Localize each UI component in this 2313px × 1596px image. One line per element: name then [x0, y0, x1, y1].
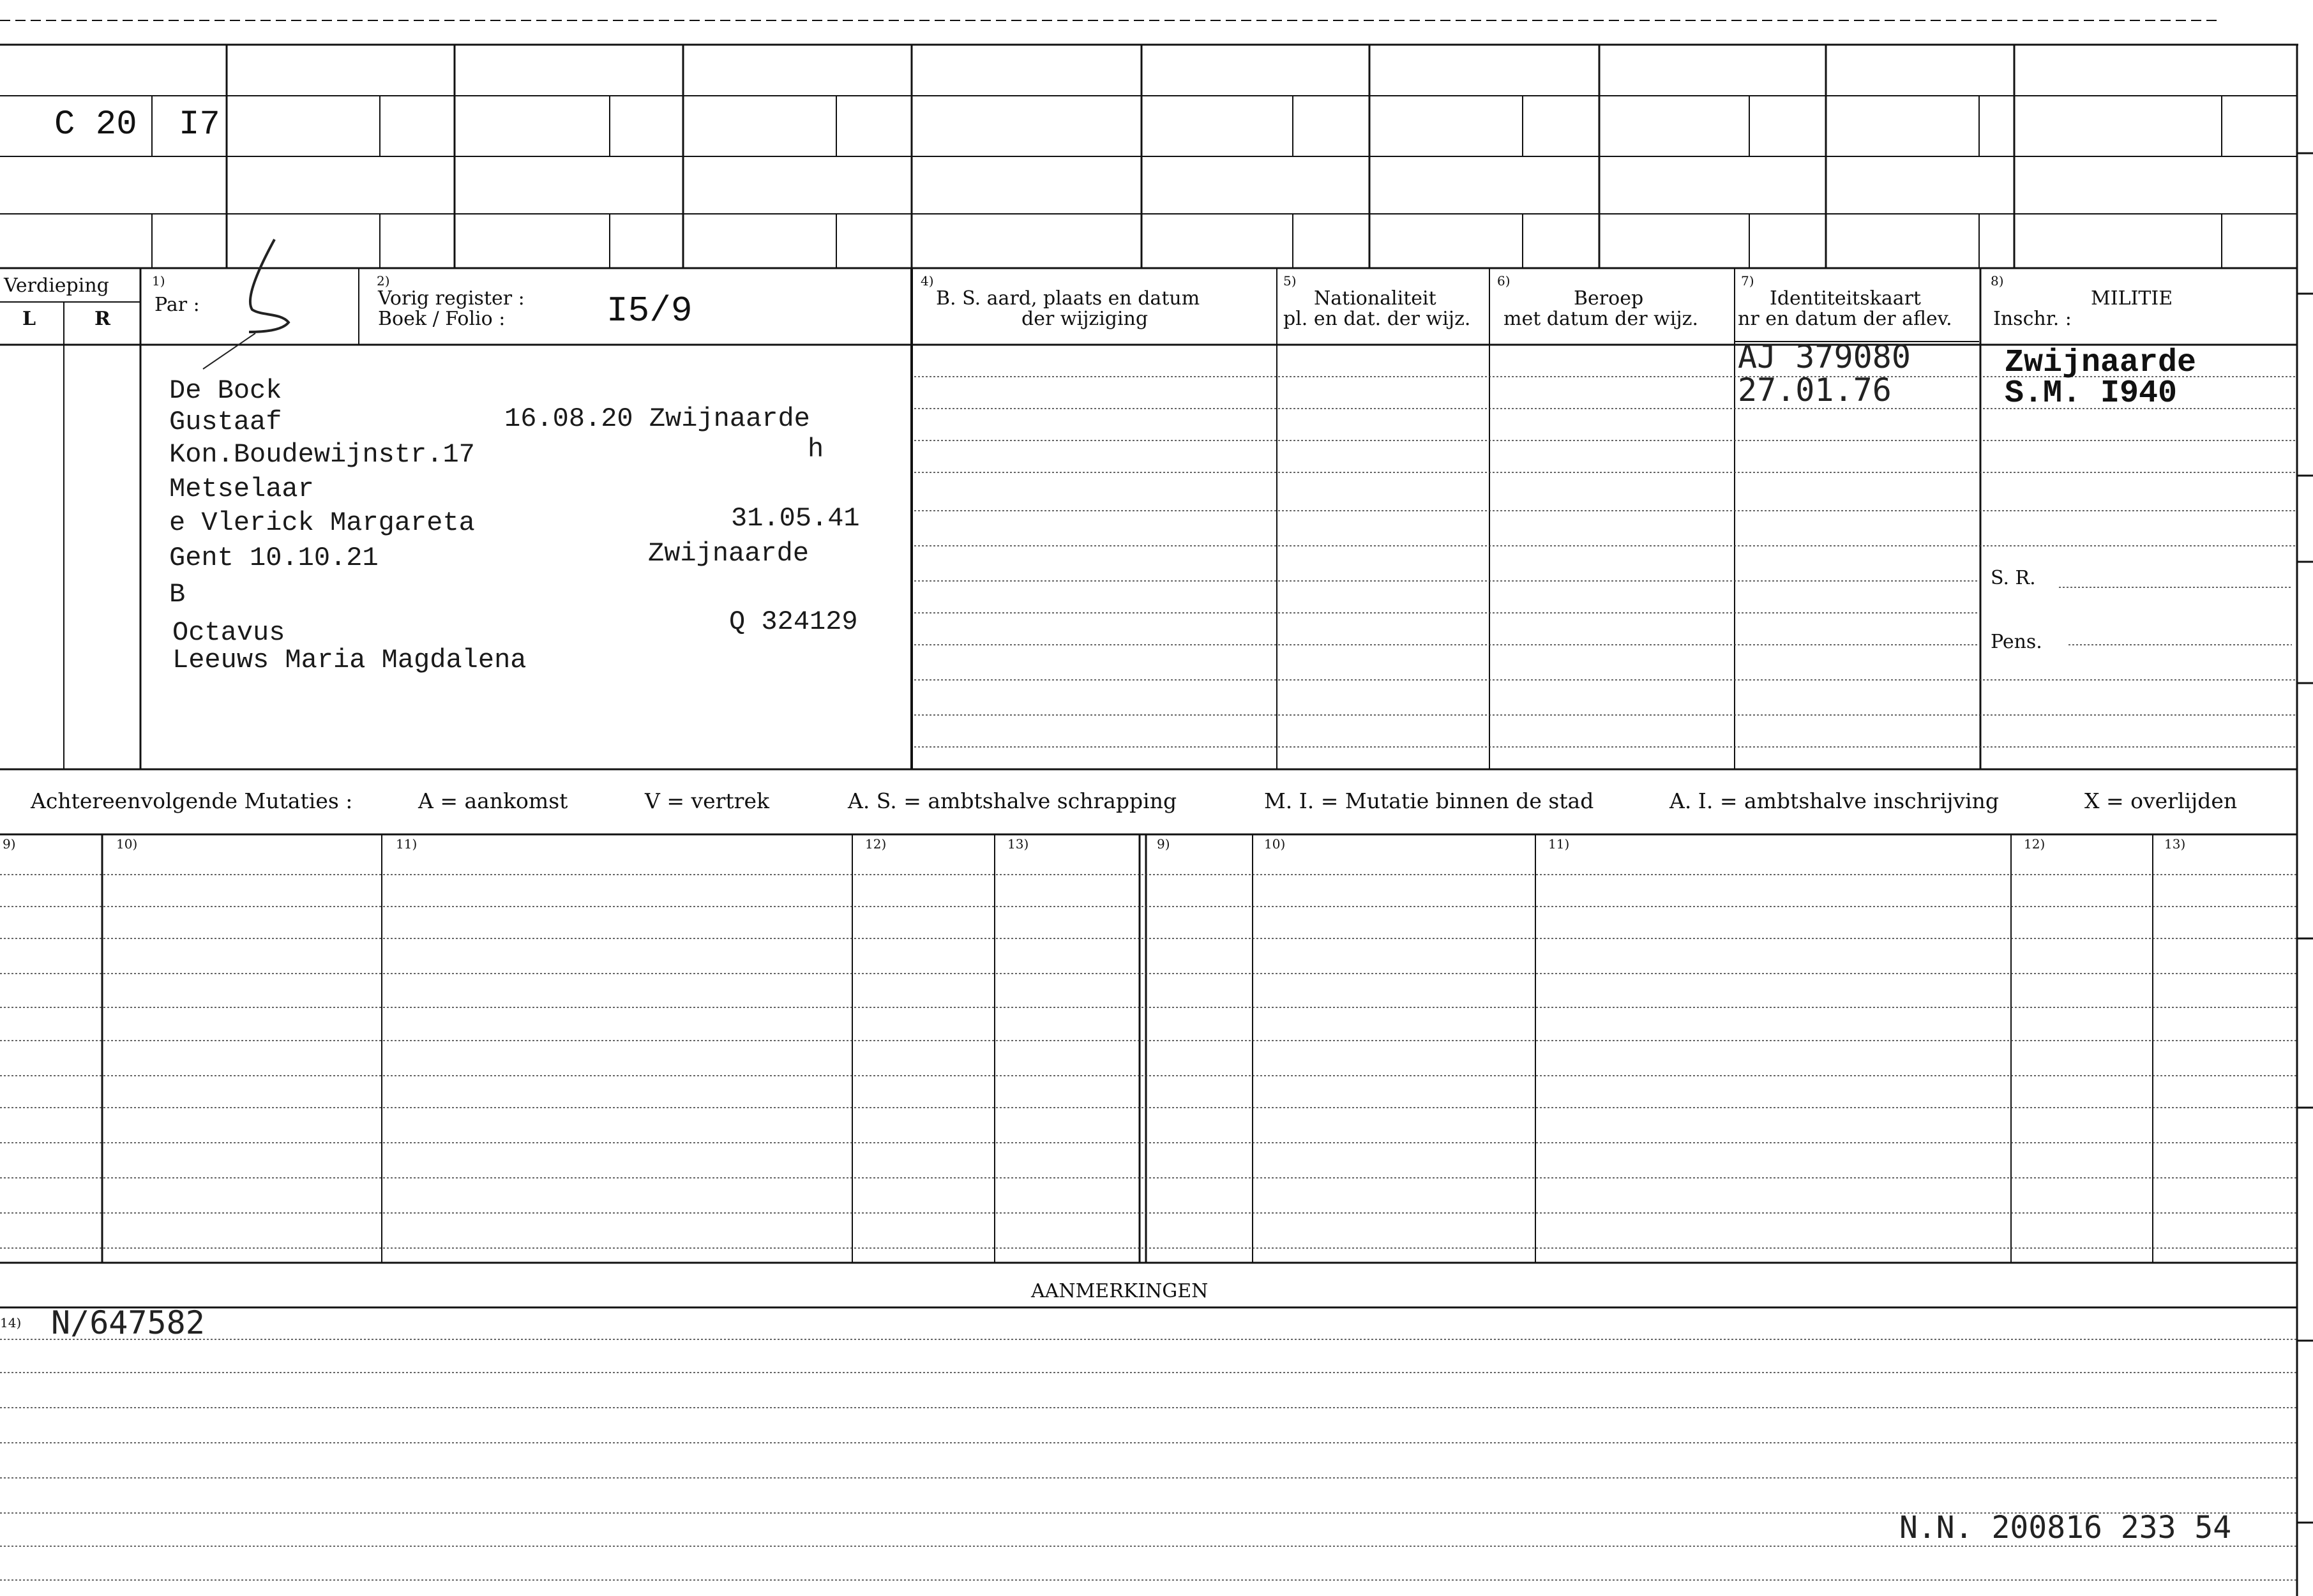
mutation-col-9: 9)	[3, 836, 16, 852]
header-6-number: 6)	[1497, 273, 1511, 289]
header-7-line2: nr en datum der aflev.	[1738, 308, 1952, 330]
mutation-col-13b: 13)	[2164, 836, 2186, 852]
mutation-col-12: 12)	[865, 836, 887, 852]
person-mother: Leeuws Maria Magdalena	[172, 645, 527, 675]
header-6-line1: Beroep	[1574, 287, 1644, 310]
mutations-legend-mi: M. I. = Mutatie binnen de stad	[1264, 788, 1594, 813]
header-4-line1: B. S. aard, plaats en datum	[936, 287, 1200, 310]
header-8-inschr: Inschr. :	[1993, 308, 2072, 330]
mutation-col-13: 13)	[1007, 836, 1029, 852]
militie-pens-label: Pens.	[1991, 631, 2042, 653]
mutations-legend-v: V = vertrek	[645, 788, 769, 813]
person-father: Octavus	[172, 617, 285, 648]
header-5-line1: Nationaliteit	[1314, 287, 1436, 310]
person-father-code: Q 324129	[729, 606, 858, 637]
mutations-legend-a: A = aankomst	[418, 788, 568, 813]
person-occupation: Metselaar	[169, 474, 314, 504]
header-2-boek-folio: Boek / Folio :	[378, 308, 506, 330]
header-1-par-label: Par :	[154, 294, 200, 316]
mutations-legend-ai: A. I. = ambtshalve inschrijving	[1669, 788, 2000, 813]
mutations-legend-title: Achtereenvolgende Mutaties :	[31, 788, 353, 813]
code-i: I7	[179, 105, 220, 144]
person-surname: De Bock	[169, 375, 282, 406]
militie-class: S.M. I940	[2005, 375, 2178, 412]
mutation-col-9b: 9)	[1157, 836, 1170, 852]
militie-place: Zwijnaarde	[2005, 345, 2197, 381]
mutation-col-11b: 11)	[1548, 836, 1570, 852]
person-spouse-date: 31.05.41	[731, 503, 860, 534]
header-5-number: 5)	[1283, 273, 1297, 289]
mutation-col-10: 10)	[116, 836, 138, 852]
militie-sr-label: S. R.	[1991, 567, 2036, 589]
person-spouse-birth: Gent 10.10.21	[169, 543, 379, 573]
id-card-number: AJ 379080	[1738, 338, 1911, 375]
verdieping-col-l: L	[22, 308, 36, 330]
mutation-col-11: 11)	[396, 836, 418, 852]
boek-folio-value: I5/9	[607, 290, 693, 331]
header-4-line2: der wijziging	[1021, 308, 1149, 330]
national-number: N.N. 200816 233 54	[1899, 1510, 2232, 1546]
person-letter: B	[169, 579, 186, 610]
header-2-number: 2)	[377, 273, 390, 289]
header-1-number: 1)	[152, 273, 165, 289]
person-address-mark: h	[808, 434, 824, 465]
mutations-legend-x: X = overlijden	[2084, 788, 2238, 813]
mutation-col-12b: 12)	[2024, 836, 2046, 852]
header-5-line2: pl. en dat. der wijz.	[1283, 308, 1471, 330]
person-birth: 16.08.20 Zwijnaarde	[504, 403, 810, 434]
header-7-line1: Identiteitskaart	[1770, 287, 1921, 310]
header-6-line2: met datum der wijz.	[1503, 308, 1698, 330]
verdieping-col-r: R	[94, 308, 110, 330]
person-firstname: Gustaaf	[169, 407, 282, 437]
header-8-number: 8)	[1991, 273, 2004, 289]
header-2-vorig-register: Vorig register :	[378, 287, 525, 310]
mutations-legend-as: A. S. = ambtshalve schrapping	[848, 788, 1177, 813]
remarks-value: N/647582	[51, 1304, 205, 1341]
header-4-number: 4)	[921, 273, 934, 289]
header-7-number: 7)	[1741, 273, 1754, 289]
person-spouse-place: Zwijnaarde	[648, 538, 810, 569]
header-8-militie: MILITIE	[2091, 287, 2173, 310]
person-address: Kon.Boudewijnstr.17	[169, 439, 475, 470]
verdieping-label: Verdieping	[4, 275, 109, 297]
person-spouse: e Vlerick Margareta	[169, 508, 475, 538]
remarks-title: AANMERKINGEN	[1031, 1280, 1209, 1302]
code-c: C 20	[54, 105, 137, 144]
id-card-date: 27.01.76	[1738, 372, 1892, 409]
remarks-number: 14)	[0, 1315, 22, 1330]
par-signature-mark	[249, 239, 289, 332]
mutation-col-10b: 10)	[1264, 836, 1286, 852]
